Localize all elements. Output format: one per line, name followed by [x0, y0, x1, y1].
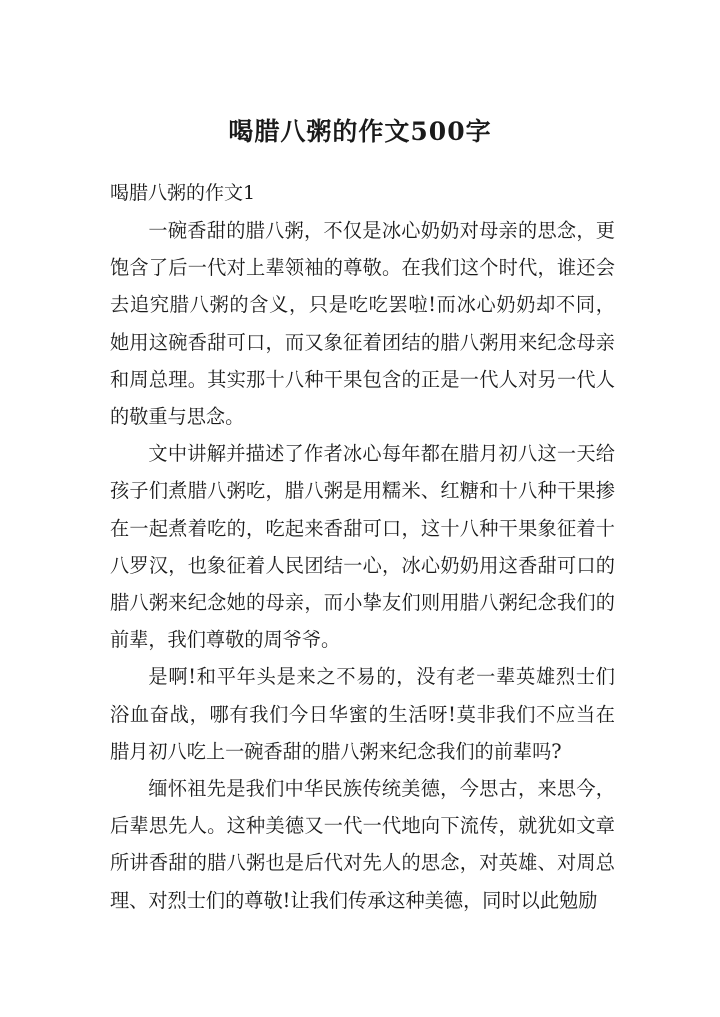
paragraph-1: 一碗香甜的腊八粥，不仅是冰心奶奶对母亲的思念，更饱含了后一代对上辈领袖的尊敬。在我们这个时代，谁还会去追究腊八粥的含义，只是吃吃罢啦!而冰心奶奶却不同，她用这碗香甜可口，而又象征着团结的腊八粥用来纪念母亲和周总理。其实那十八种干果包含的正是一代人对另一代人的敬重与思念。	[110, 219, 615, 429]
paragraph-2: 文中讲解并描述了作者冰心每年都在腊月初八这一天给孩子们煮腊八粥吃，腊八粥是用糯米、红糖和十八种干果掺在一起煮着吃的，吃起来香甜可口，这十八种干果象征着十八罗汉，也象征着人民团结一心，冰心奶奶用这香甜可口的腊八粥来纪念她的母亲，而小挚友们则用腊八粥纪念我们的前辈，我们尊敬的周爷爷。	[110, 442, 615, 652]
section-heading: 喝腊八粥的作文1	[110, 182, 256, 204]
paragraph-4: 缅怀祖先是我们中华民族传统美德，今思古，来思今，后辈思先人。这种美德又一代一代地向下流传，就犹如文章所讲香甜的腊八粥也是后代对先人的思念，对英雄、对周总理、对烈士们的尊敬!让我们传承这种美德，同时以此勉励	[110, 777, 615, 912]
paragraph-3: 是啊!和平年头是来之不易的，没有老一辈英雄烈士们浴血奋战，哪有我们今日华蜜的生活呀!莫非我们不应当在腊月初八吃上一碗香甜的腊八粥来纪念我们的前辈吗?	[110, 665, 615, 763]
body-text	[110, 212, 615, 919]
page-title: 喝腊八粥的作文500字	[228, 117, 492, 146]
